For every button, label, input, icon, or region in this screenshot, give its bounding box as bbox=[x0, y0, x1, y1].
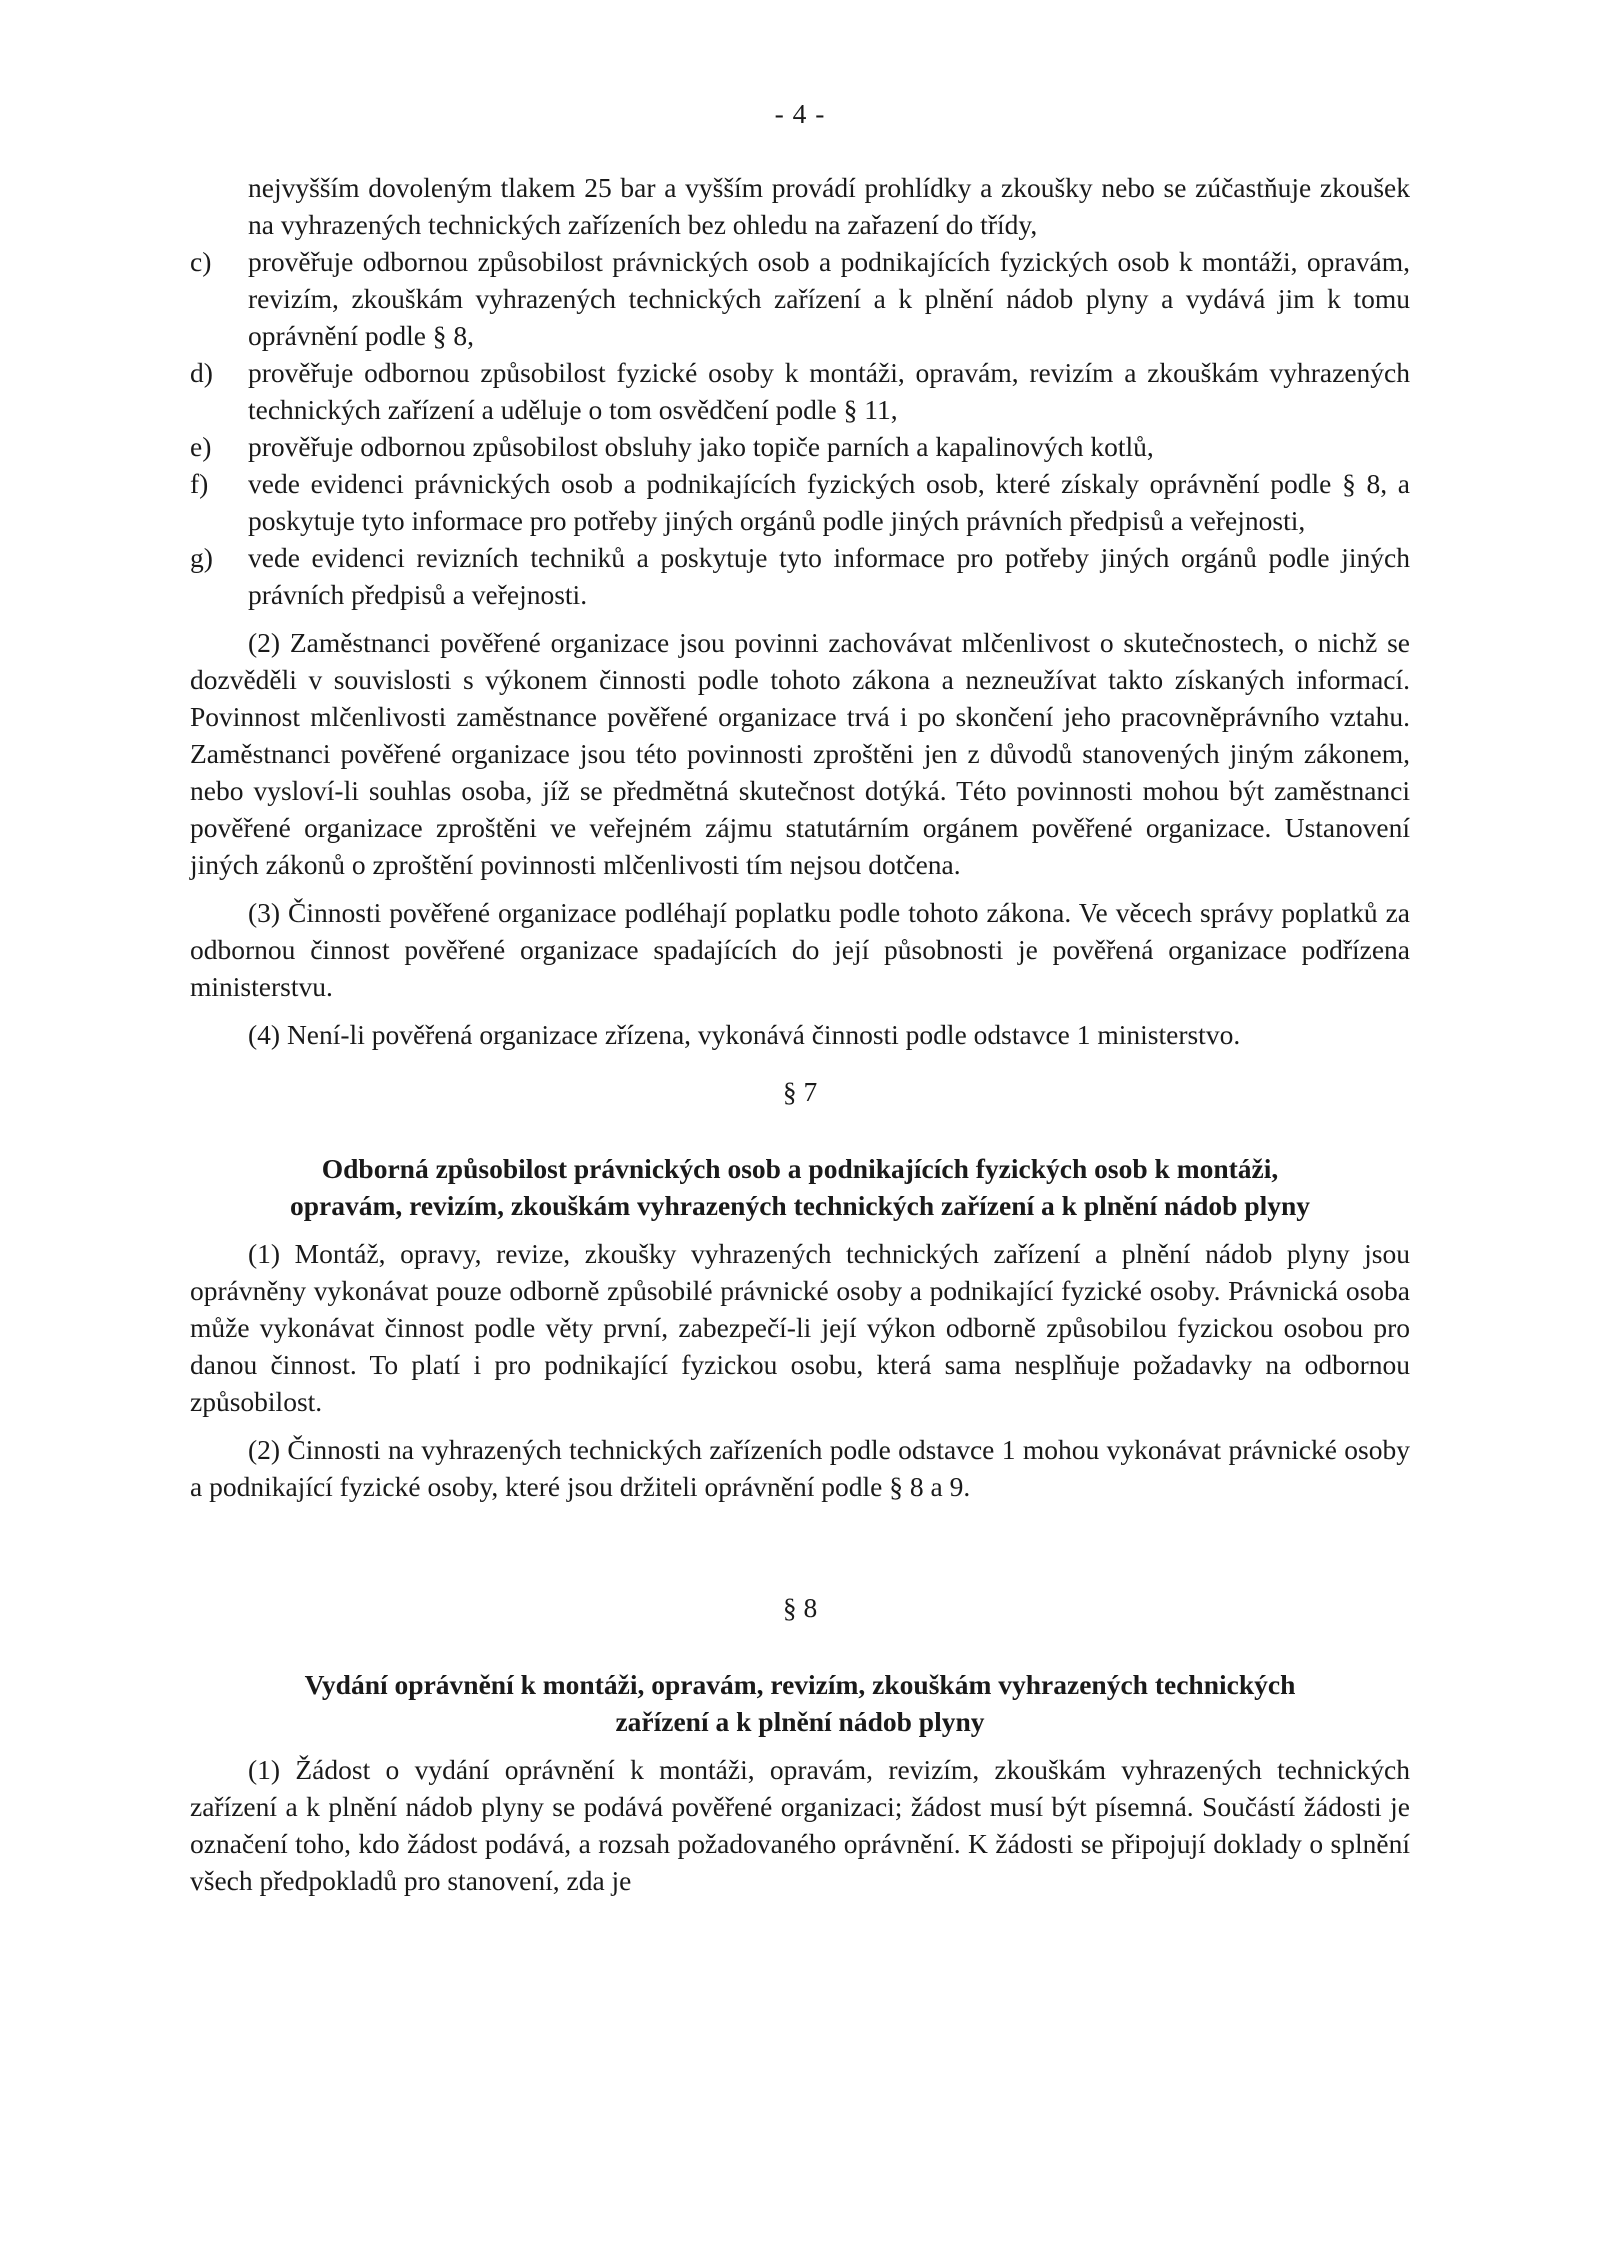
list-item-g bbox=[190, 539, 1410, 613]
section-7-paragraph-1: (1) Montáž, opravy, revize, zkoušky vyhrazených technických zařízení a plnění nádob plyny jsou oprávněny vykonávat pouze odborně způsobilé právnické osoby a podnikající fyzické osoby. Právnická osoba může vykonávat činnost podle věty první, zabezpečí-li její výkon odborně způsobilou fyzickou osobou pro danou činnost. To platí i pro podnikající fyzickou osobu, která sama nesplňuje požadavky na odbornou způsobilost. bbox=[190, 1238, 1410, 1417]
section-7-heading-line-2: opravám, revizím, zkouškám vyhrazených technických zařízení a k plnění nádob plyny bbox=[289, 1190, 1311, 1221]
list-continuation: nejvyšším dovoleným tlakem 25 bar a vyšším provádí prohlídky a zkoušky nebo se zúčastňuje zkoušek na vyhrazených technických zařízeních bez ohledu na zařazení do třídy, bbox=[248, 172, 1410, 240]
page-number: - 4 - bbox=[774, 98, 826, 129]
section-8-heading-line-2: zařízení a k plnění nádob plyny bbox=[615, 1706, 985, 1737]
section-7-heading-line-1: Odborná způsobilost právnických osob a podnikajících fyzických osob k montáži, bbox=[321, 1153, 1279, 1184]
section-8-paragraph-1: (1) Žádost o vydání oprávnění k montáži, opravám, revizím, zkouškám vyhrazených technických zařízení a k plnění nádob plyny se podává pověřené organizaci; žádost musí být písemná. Součástí žádosti je označení toho, kdo žádost podává, a rozsah požadovaného oprávnění. K žádosti se připojují doklady o splnění všech předpokladů pro stanovení, zda je bbox=[190, 1754, 1410, 1896]
list-item-letter: c) bbox=[190, 246, 212, 277]
list-item-e bbox=[190, 428, 1410, 465]
list-item-d bbox=[190, 354, 1410, 428]
section-mark-7: § 7 bbox=[782, 1076, 818, 1107]
paragraph-ministry: (4) Není-li pověřená organizace zřízena, vykonává činnosti podle odstavce 1 ministerstvo. bbox=[248, 1019, 1241, 1050]
section-mark-8: § 8 bbox=[782, 1592, 818, 1623]
list-item-text: prověřuje odbornou způsobilost fyzické osoby k montáži, opravám, revizím a zkouškám vyhrazených technických zařízení a uděluje o tom osvědčení podle § 11, bbox=[248, 357, 1410, 425]
section-8-heading-line-1: Vydání oprávnění k montáži, opravám, revizím, zkouškám vyhrazených technických bbox=[304, 1669, 1296, 1700]
list-item-text: vede evidenci právnických osob a podnikajících fyzických osob, které získaly oprávnění podle § 8, a poskytuje tyto informace pro potřeby jiných orgánů podle jiných právních předpisů a veřejnosti, bbox=[248, 468, 1410, 536]
document-page bbox=[190, 95, 1410, 1899]
list-item-c bbox=[190, 243, 1410, 354]
list-item-letter: g) bbox=[190, 542, 213, 573]
list-item-f bbox=[190, 465, 1410, 539]
list-item-letter: f) bbox=[190, 468, 209, 499]
paragraph-confidentiality: (2) Zaměstnanci pověřené organizace jsou povinni zachovávat mlčenlivost o skutečnostech, o nichž se dozvěděli v souvislosti s výkonem činnosti podle tohoto zákona a nezneužívat takto získaných informací. Povinnost mlčenlivosti zaměstnance pověřené organizace trvá i po skončení jeho pracovněprávního vztahu. Zaměstnanci pověřené organizace jsou této povinnosti zproštěni jen z důvodů stanovených jiným zákonem, nebo vysloví-li souhlas osoba, jíž se předmětná skutečnost dotýká. Této povinnosti mohou být zaměstnanci pověřené organizace zproštěni ve veřejném zájmu statutárním orgánem pověřené organizace. Ustanovení jiných zákonů o zproštění povinnosti mlčenlivosti tím nejsou dotčena. bbox=[190, 627, 1410, 880]
list-item-letter: d) bbox=[190, 357, 213, 388]
paragraph-fees: (3) Činnosti pověřené organizace podléhají poplatku podle tohoto zákona. Ve věcech správy poplatků za odbornou činnost pověřené organizace spadajících do její působnosti je pověřená organizace podřízena ministerstvu. bbox=[190, 897, 1410, 1002]
list-item-text: vede evidenci revizních techniků a poskytuje tyto informace pro potřeby jiných orgánů podle jiných právních předpisů a veřejnosti. bbox=[248, 542, 1410, 610]
list-item-letter: e) bbox=[190, 431, 212, 462]
list-item-text: prověřuje odbornou způsobilost obsluhy jako topiče parních a kapalinových kotlů, bbox=[248, 431, 1154, 462]
list-item-text: prověřuje odbornou způsobilost právnických osob a podnikajících fyzických osob k montáži, opravám, revizím, zkouškám vyhrazených technických zařízení a k plnění nádob plyny a vydává jim k tomu oprávnění podle § 8, bbox=[248, 246, 1410, 351]
section-7-paragraph-2: (2) Činnosti na vyhrazených technických zařízeních podle odstavce 1 mohou vykonávat právnické osoby a podnikající fyzické osoby, které jsou držiteli oprávnění podle § 8 a 9. bbox=[190, 1434, 1410, 1502]
